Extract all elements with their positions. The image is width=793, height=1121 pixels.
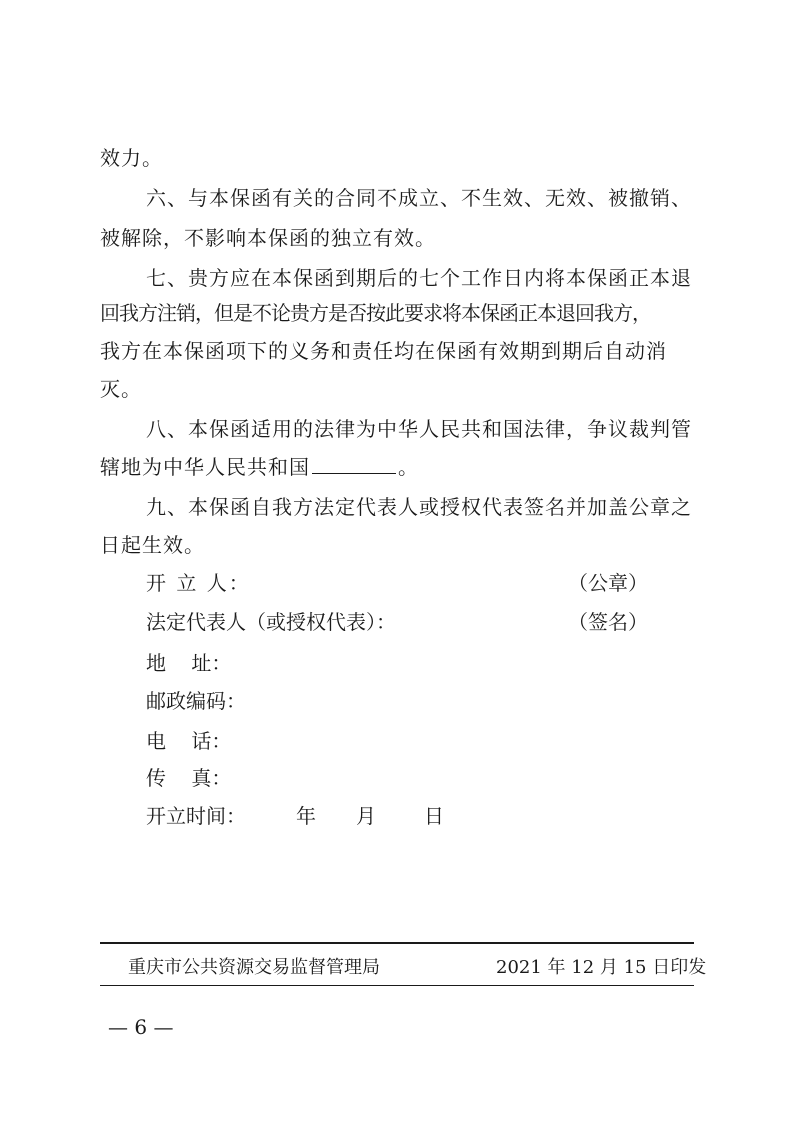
clause-7-line-4: 灭。 [100,377,142,401]
clause-8-line-1: 八、本保函适用的法律为中华人民共和国法律，争议裁判管 [146,417,692,441]
month-label: 月 [356,804,376,828]
footer-bottom-rule [100,985,694,986]
clause-9-line-1: 九、本保函自我方法定代表人或授权代表签名并加盖公章之 [146,495,692,519]
date-label: 开立时间： [146,804,246,828]
jurisdiction-blank [312,455,396,474]
year-label: 年 [296,804,316,828]
clause-8-line-2 [100,455,419,479]
clause-8-text: 辖地为中华人民共和国 [100,455,310,479]
rep-sign-note: （签名） [568,610,648,634]
clause-9-line-2: 日起生效。 [100,533,205,557]
clause-6-line-2: 被解除，不影响本保函的独立有效。 [100,226,436,250]
issuer-seal-note: （公章） [568,571,648,595]
postcode-label: 邮政编码： [146,689,246,713]
body-line: 效力。 [100,146,163,170]
fax-label: 传 真： [146,766,232,790]
issuing-authority: 重庆市公共资源交易监督管理局 [128,957,380,978]
page-number: — 6 — [108,1015,174,1039]
footer-top-rule [100,942,694,944]
issuer-label: 开 立 人： [146,571,251,595]
day-label: 日 [424,804,444,828]
clause-8-end: 。 [398,455,419,479]
clause-7-line-1: 七、贵方应在本保函到期后的七个工作日内将本保函正本退 [146,266,692,290]
address-label: 地 址： [146,651,232,675]
clause-7-line-2: 回我方注销，但是不论贵方是否按此要求将本保函正本退回我方， [100,301,651,325]
clause-6-line-1: 六、与本保函有关的合同不成立、不生效、无效、被撤销、 [146,186,692,210]
phone-label: 电 话： [146,729,232,753]
clause-7-line-3: 我方在本保函项下的义务和责任均在保函有效期到期后自动消 [100,339,667,363]
rep-label: 法定代表人（或授权代表）： [146,610,396,634]
print-date: 2021 年 12 月 15 日印发 [496,957,707,978]
